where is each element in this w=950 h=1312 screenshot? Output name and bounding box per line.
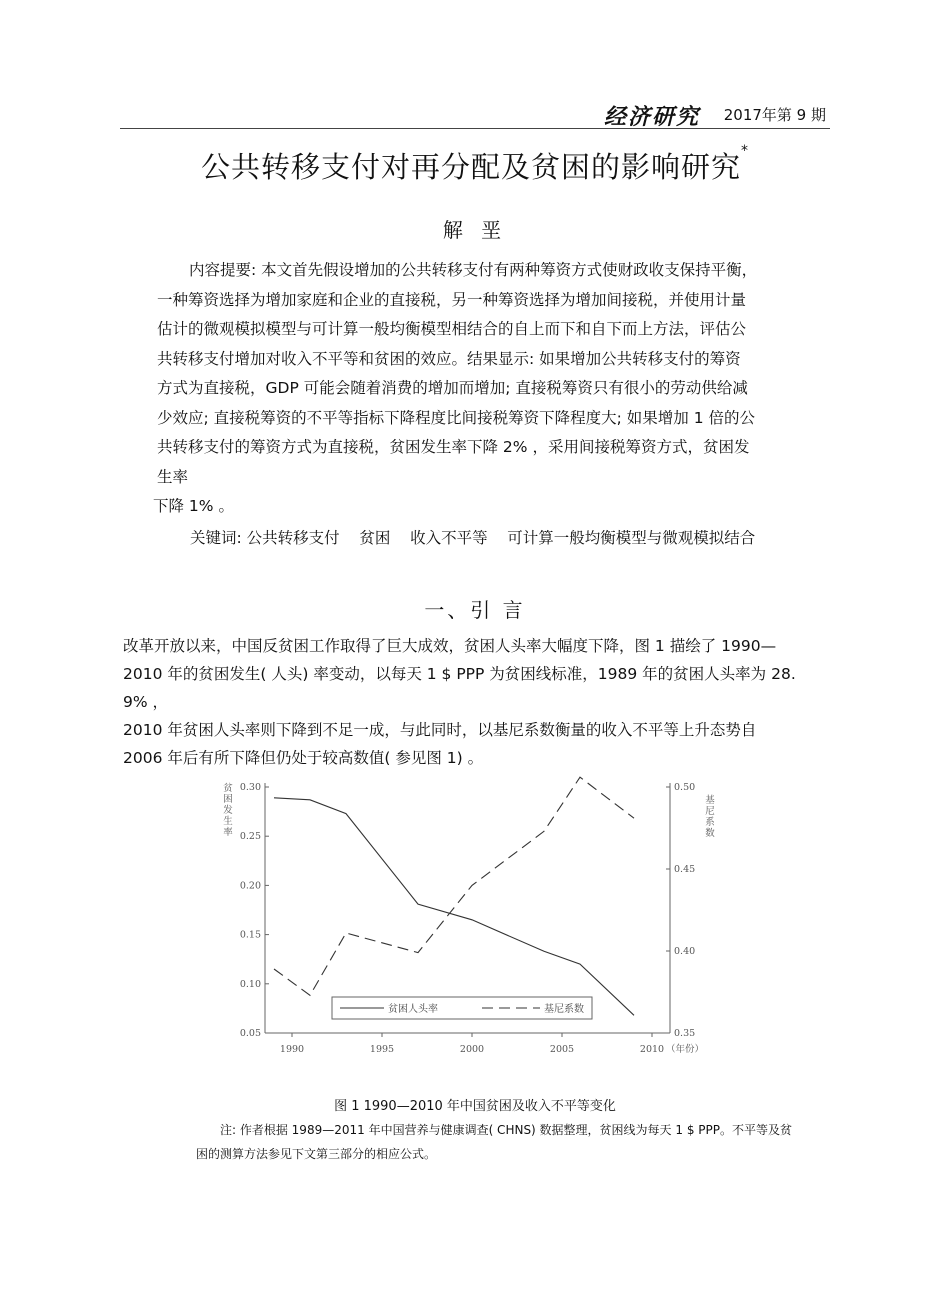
- y-right-axis-label-char: 系: [705, 817, 715, 828]
- paper-author: 解 垩: [442, 218, 508, 242]
- paragraph-line: 2010 年的贫困发生( 人头) 率变动，以每天 1 $ PPP 为贫困线标准，1989 年的贫困人头率为 28.: [123, 665, 796, 683]
- legend-label: 基尼系数: [544, 1004, 584, 1015]
- y-right-tick-label: 0.50: [674, 782, 696, 793]
- figure-note-line: 困的测算方法参见下文第三部分的相应公式。: [196, 1147, 437, 1161]
- y-right-axis-label-char: 数: [705, 828, 715, 839]
- y-left-tick-label: 0.25: [239, 831, 261, 843]
- y-left-tick-label: 0.30: [239, 782, 261, 793]
- y-left-axis-label-char: 发: [223, 805, 233, 816]
- paragraph-line: 9% ，: [123, 693, 169, 711]
- poverty-series-line: [274, 798, 634, 1016]
- abstract-line: 少效应; 直接税筹资的不平等指标下降程度比间接税筹资下降程度大; 如果增加 1 倍的公: [157, 408, 756, 427]
- paper-title: [0, 145, 950, 186]
- y-left-axis-label-char: 困: [223, 794, 233, 805]
- paragraph-line: 2006 年后有所下降但仍处于较高数值( 参见图 1) 。: [123, 749, 484, 767]
- y-left-axis-label-char: 贫: [223, 783, 233, 794]
- paragraph-line: 2010 年贫困人头率则下降到不足一成，与此同时，以基尼系数衡量的收入不平等上升态势自: [123, 721, 757, 739]
- abstract-line: 一种筹资选择为增加家庭和企业的直接税，另一种筹资选择为增加间接税，并使用计量: [157, 290, 747, 309]
- abstract-line: 内容提要: 本文首先假设增加的公共转移支付有两种筹资方式使财政收支保持平衡，: [189, 261, 758, 279]
- gini-series-line: [274, 777, 634, 995]
- x-tick-label: 2000: [459, 1044, 485, 1055]
- journal-logo: 经济研究: [603, 104, 700, 130]
- title-footnote-mark: *: [741, 143, 749, 159]
- y-left-tick-label: 0.15: [239, 929, 261, 941]
- figure-caption: 图 1 1990—2010 年中国贫困及收入不平等变化: [334, 1099, 616, 1114]
- y-right-tick-label: 0.35: [674, 1028, 696, 1039]
- figure-1-chart: [210, 775, 750, 1075]
- y-right-tick-label: 0.45: [674, 864, 696, 875]
- y-left-axis-label-char: 率: [223, 827, 233, 838]
- abstract-line: 共转移支付的筹资方式为直接税，贫困发生率下降 2% ，采用间接税筹资方式，贫困发: [157, 438, 750, 456]
- keywords: 关键词: 公共转移支付 贫困 收入不平等 可计算一般均衡模型与微观模拟结合: [190, 529, 756, 547]
- x-axis-label: （年份）: [666, 1044, 705, 1055]
- abstract-line: 方式为直接税，GDP 可能会随着消费的增加而增加; 直接税筹资只有很小的劳动供给减: [157, 379, 748, 397]
- figure-note: [196, 1118, 836, 1166]
- y-left-tick-label: 0.05: [239, 1028, 261, 1039]
- figure-note-line: 注: 作者根据 1989—2011 年中国营养与健康调查( CHNS) 数据整理，贫困线为每天 1 $ PPP。不平等及贫: [220, 1123, 792, 1137]
- intro-paragraph: [123, 632, 835, 772]
- y-left-tick-label: 0.10: [239, 978, 261, 990]
- journal-header: [120, 100, 830, 129]
- legend-label: 贫困人头率: [388, 1004, 438, 1015]
- abstract: [153, 256, 812, 522]
- abstract-line: 下降 1% 。: [153, 497, 234, 515]
- journal-issue: 2017年第 9 期: [723, 106, 826, 124]
- x-tick-label: 2010: [639, 1044, 665, 1055]
- y-left-axis-label-char: 生: [223, 816, 233, 827]
- abstract-line: 估计的微观模拟模型与可计算一般均衡模型相结合的自上而下和自下而上方法，评估公: [157, 320, 747, 338]
- y-right-axis-label-char: 基: [705, 795, 715, 806]
- chart-svg: [210, 775, 750, 1075]
- x-tick-label: 1990: [279, 1044, 305, 1055]
- y-right-tick-label: 0.40: [674, 946, 696, 957]
- y-right-axis-label-char: 尼: [705, 806, 715, 817]
- paragraph-line: 改革开放以来，中国反贫困工作取得了巨大成效，贫困人头率大幅度下降，图 1 描绘了 1990—: [123, 637, 777, 655]
- abstract-line: 共转移支付增加对收入不平等和贫困的效应。结果显示: 如果增加公共转移支付的筹资: [157, 349, 741, 368]
- y-left-tick-label: 0.20: [239, 880, 261, 892]
- x-tick-label: 2005: [549, 1044, 575, 1055]
- abstract-line: 生率: [157, 467, 189, 486]
- paper-title-text: 公共转移支付对再分配及贫困的影响研究: [200, 150, 741, 184]
- x-tick-label: 1995: [369, 1044, 395, 1055]
- section-heading: 一、引 言: [424, 598, 526, 622]
